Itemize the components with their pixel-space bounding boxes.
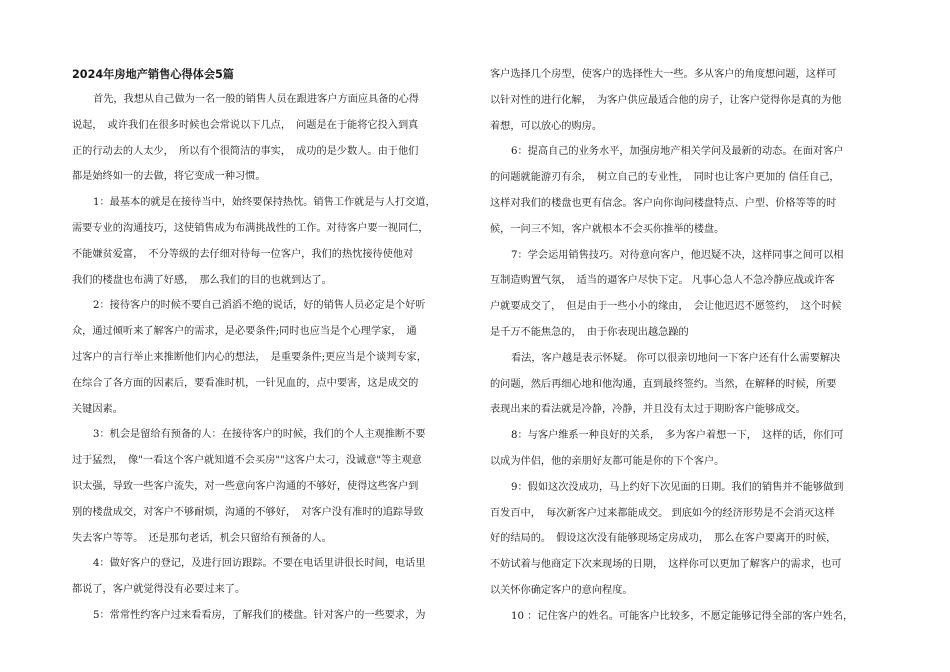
text-line: 10 ：记住客户的姓名。可能客户比较多，不愿定能够记得全部的客户姓名， xyxy=(511,610,854,622)
text-line: 正的行动去的人太少， 所以有个很简洁的事实， 成功的是少数人。由于他们 xyxy=(72,145,419,157)
text-line: 过于猛烈， 像"一看这个客户就知道不会买房""这客户太刁，没诚意"等主观意 xyxy=(72,455,422,467)
text-line: 这样对我们的楼盘也更有信念。客户向你询问楼盘特点、户型、价格等等的时 xyxy=(490,197,837,209)
text-line: 看法，客户越是表示怀疑。 你可以很亲切地问一下客户还有什么需要解决 xyxy=(511,352,841,364)
text-line: 在综合了各方面的因素后，要看准时机，一针见血的，点中要害，这是成交的 xyxy=(72,377,419,389)
text-line: 以关怀你确定客户的意向程度。 xyxy=(490,584,633,596)
left-column xyxy=(72,62,462,629)
text-line: 的问题，然后再细心地和他沟通，直到最终签约。当然，在解释的时候，所要 xyxy=(490,378,837,390)
text-line: 过客户的言行举止来推断他们内心的想法， 是重要条件;更应当是个谈判专家， xyxy=(72,351,427,363)
text-line: 是千万不能焦急的， 由于你表现出越急躁的 xyxy=(490,326,689,338)
text-line: 我们的楼盘也布满了好感， 那么我们的目的也就到达了。 xyxy=(72,274,332,286)
text-line: 4：做好客户的登记，及进行回访跟踪。不要在电话里讲很长时间，电话里 xyxy=(93,558,426,570)
text-line: 8：与客户维系一种良好的关系， 多为客户着想一下， 这样的话，你们可 xyxy=(511,430,844,442)
text-line: 以针对性的进行化解， 为客户供应最适合他的房子，让客户觉得你是真的为他 xyxy=(490,94,842,106)
text-line: 户就要成交了， 但是由于一些小小的缘由， 会让他迟迟不愿签约， 这个时候 xyxy=(490,301,842,313)
text-line: 的问题就能游刃有余， 树立自己的专业性， 同时也让客户更加的 信任自己， xyxy=(490,172,840,184)
text-line: 不妨试着与他商定下次来现场的日期， 这样你可以更加了解客户的需求，也可 xyxy=(490,559,842,571)
text-line: 以成为伴侣，他的亲朋好友都可能是你的下个客户。 xyxy=(490,455,725,467)
text-line: 识太强，导致一些客户流失，对一些意向客户沟通的不够好，使得这些客户到 xyxy=(72,480,419,492)
text-line: 需要专业的沟通技巧，这使销售成为布满挑战性的工作。对待客户要一视同仁， xyxy=(72,222,429,234)
text-line: 候，一问三不知，客户就根本不会买你推举的楼盘。 xyxy=(490,223,725,235)
text-line: 着想，可以放心的购房。 xyxy=(490,120,603,132)
text-line: 都说了，客户就觉得没有必要过来了。 xyxy=(72,584,246,596)
text-line: 首先，我想从自己做为一名一般的销售人员在跟进客户方面应具备的心得 xyxy=(93,94,419,105)
text-line: 客户选择几个房型，使客户的选择性大一些。多从客户的角度想问题，这样可 xyxy=(490,69,837,80)
text-line: 6：提高自己的业务水平，加强房地产相关学问及最新的动态。在面对客户 xyxy=(511,146,844,158)
text-line: 关键因素。 xyxy=(72,403,123,415)
document-title: 2024年房地产销售心得体会5篇 xyxy=(72,68,234,81)
text-line: 不能嫌贫爱富， 不分等级的去仔细对待每一位客户，我们的热忱接待使他对 xyxy=(72,248,414,260)
text-line: 5：常常性约客户过来看看房，了解我们的楼盘。针对客户的一些要求，为 xyxy=(93,609,426,621)
left-column-body xyxy=(72,87,462,629)
text-line: 互制造购置气氛， 适当的逼客户尽快下定。 凡事心急人不急冷静应战或许客 xyxy=(490,275,835,287)
text-line: 7：学会运用销售技巧。对待意向客户，他迟疑不决，这样同事之间可以相 xyxy=(511,249,844,261)
text-line: 失去客户等等。 还是那句老话，机会只留给有预备的人。 xyxy=(72,532,332,544)
right-column xyxy=(490,62,880,630)
text-line: 众，通过倾听来了解客户的需求，是必要条件;同时也应当是个心理学家， 通 xyxy=(72,326,417,338)
text-line: 表现出来的看法就是冷静，冷静，并且没有太过于期盼客户能够成交。 xyxy=(490,404,806,416)
right-column-body xyxy=(490,62,880,630)
text-line: 好的结局的。 假设这次没有能够现场定房成功， 那么在客户要离开的时候， xyxy=(490,533,837,545)
text-line: 都是始终如一的去做，将它变成一种习惯。 xyxy=(72,171,266,183)
text-line: 3：机会是留给有预备的人：在接待客户的时候，我们的个人主观推断不要 xyxy=(93,429,426,441)
text-line: 2：接待客户的时候不要自己滔滔不绝的说话，好的销售人员必定是个好听 xyxy=(93,300,426,312)
text-line: 9：假如这次没成功，马上约好下次见面的日期。我们的销售并不能够做到 xyxy=(511,481,844,493)
text-line: 别的楼盘成交，对客户不够耐烦，沟通的不够好， 对客户没有准时的追踪导致 xyxy=(72,506,424,518)
text-line: 说起， 或许我们在很多时候也会常说以下几点， 问题是在于能将它投入到真 xyxy=(72,119,419,131)
text-line: 百发百中， 每次新客户过来都能成交。 到底如今的经济形势是不会消灭这样 xyxy=(490,507,835,519)
text-line: 1：最基本的就是在接待当中，始终要保持热忱。销售工作就是与人打交道， xyxy=(93,197,436,209)
